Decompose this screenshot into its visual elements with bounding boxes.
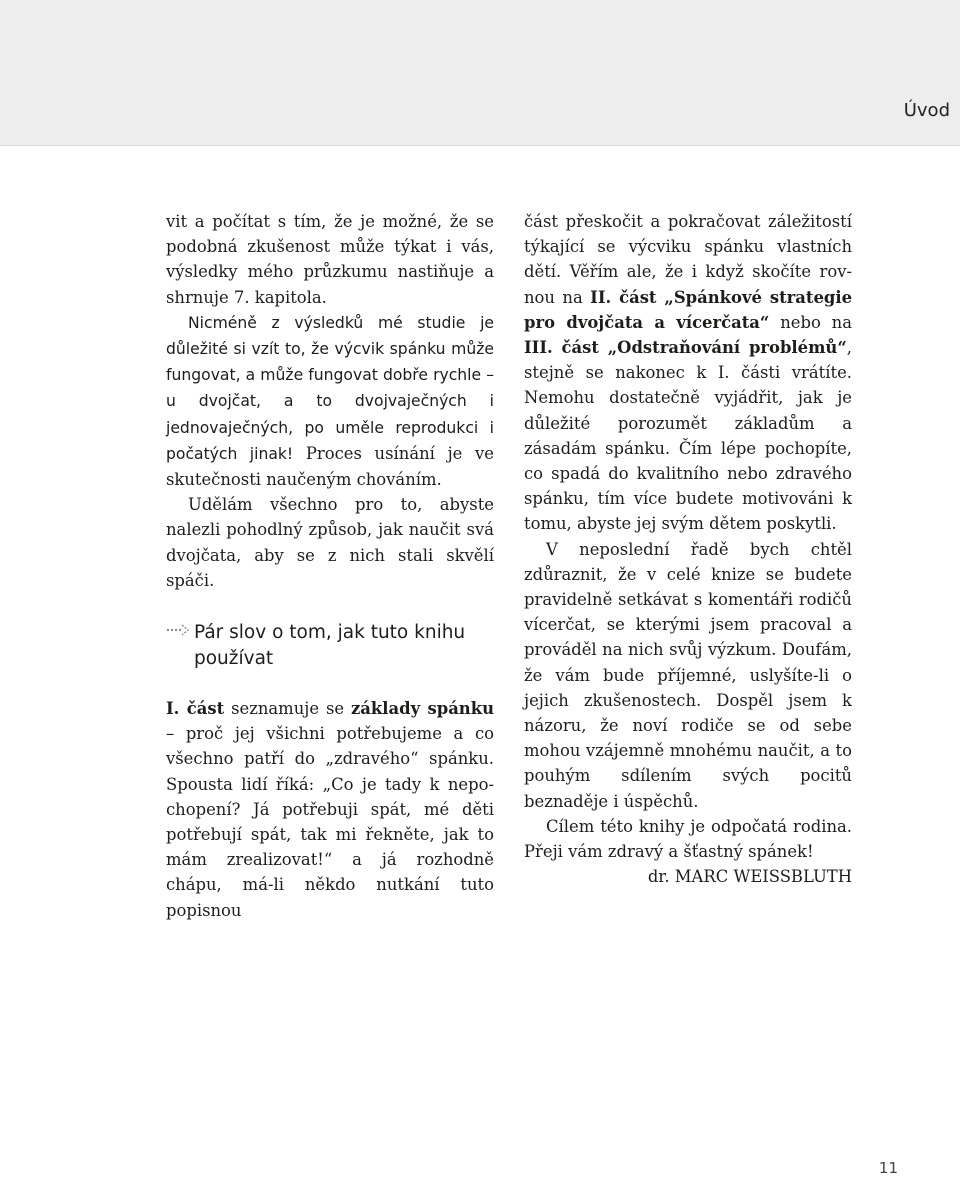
- bold-term: II. část „Spánkové strategie pro dvojčata a vícerčata“: [524, 287, 853, 332]
- section-title: Úvod: [903, 100, 950, 121]
- paragraph-sans-run: Nicméně z výsledků mé studie je důležité si vzít to, že výcvik spánku může fungovat, a může fungovat dobře rychle – u dvojčat, a to dvojvaječných i jednovaječných, po uměle reprodukci i počatých jinak!: [166, 313, 494, 463]
- paragraph-run: – proč jej všichni potřebujeme a co všechno patří do „zdravého“ spánku. Spousta lidí říká: „Co je tady k nepochopení? Já potřebuji spát, mé děti potřebují spát, tak mi řekněte, jak to mám zrealizovat!“ a já rozhodně chápu, má-li někdo nutkání tuto popisnou: [166, 724, 494, 920]
- signature: dr. MARC WEISSBLUTH: [647, 867, 852, 887]
- paragraph: [166, 696, 494, 923]
- paragraph-run: seznamuje se: [224, 699, 351, 719]
- paragraph: Udělám všechno pro to, abyste nalezli pohodlný způsob, jak naučit svá dvojčata, aby se z nich stali skvělí spáči.: [166, 495, 494, 590]
- page-header-band: [0, 0, 960, 146]
- bold-term: III. část „Odstraňování problémů“: [524, 338, 847, 358]
- bold-term: I. část: [166, 699, 225, 719]
- paragraph: [166, 310, 494, 492]
- paragraph-run: , stejně se nakonec k I. části vrátíte. Nemohu dostatečně vyjádřit, jak je důležité porozumět základům a zásadám spánku. Čím lépe pochopíte, co spadá do kvalitního nebo zdravého spánku, tím více budete motivováni k tomu, abyste jej svým dětem poskytli.: [524, 338, 852, 534]
- paragraph: [524, 209, 852, 537]
- left-text-column: [166, 209, 494, 923]
- subheading-text: Pár slov o tom, jak tuto knihu používat: [194, 622, 466, 670]
- paragraph-serif-run: Proces usínání je ve skutečnosti naučeným chováním.: [166, 443, 494, 490]
- bold-term: základy spánku: [350, 699, 495, 719]
- right-text-column: [524, 209, 852, 889]
- subheading: [166, 620, 494, 672]
- paragraph-run: nebo na: [769, 312, 852, 332]
- paragraph-run: část přeskočit a pokračovat záležitostí týkající se výcviku spánku vlastních dětí. Věřím ale, že i když skočíte rovnou na: [524, 212, 852, 307]
- paragraph: V neposlední řadě bych chtěl zdůraznit, že v celé knize se budete pravidelně setkávat s komentáři rodičů vícerčat, se kterými jsem pracoval a prováděl na nich svůj výzkum. Doufám, že vám bude příjemné, uslyšíte-li o jejich zkušenostech. Dospěl jsem k názoru, že noví rodiče se od sebe mohou vzájemně mnohému naučit, a to pouhým sdílením svých pocitů beznaděje i úspěchů.: [524, 539, 852, 811]
- page-number: 11: [878, 1159, 898, 1177]
- dotted-arrow-icon: [166, 620, 194, 646]
- paragraph: Cílem této knihy je odpočatá rodina. Přeji vám zdravý a šťastný spánek!: [524, 816, 852, 862]
- paragraph: vit a počítat s tím, že je možné, že se podobná zkušenost může týkat i vás, výsledky mého průzkumu nastiňuje a shrnuje 7. kapitola.: [166, 212, 494, 307]
